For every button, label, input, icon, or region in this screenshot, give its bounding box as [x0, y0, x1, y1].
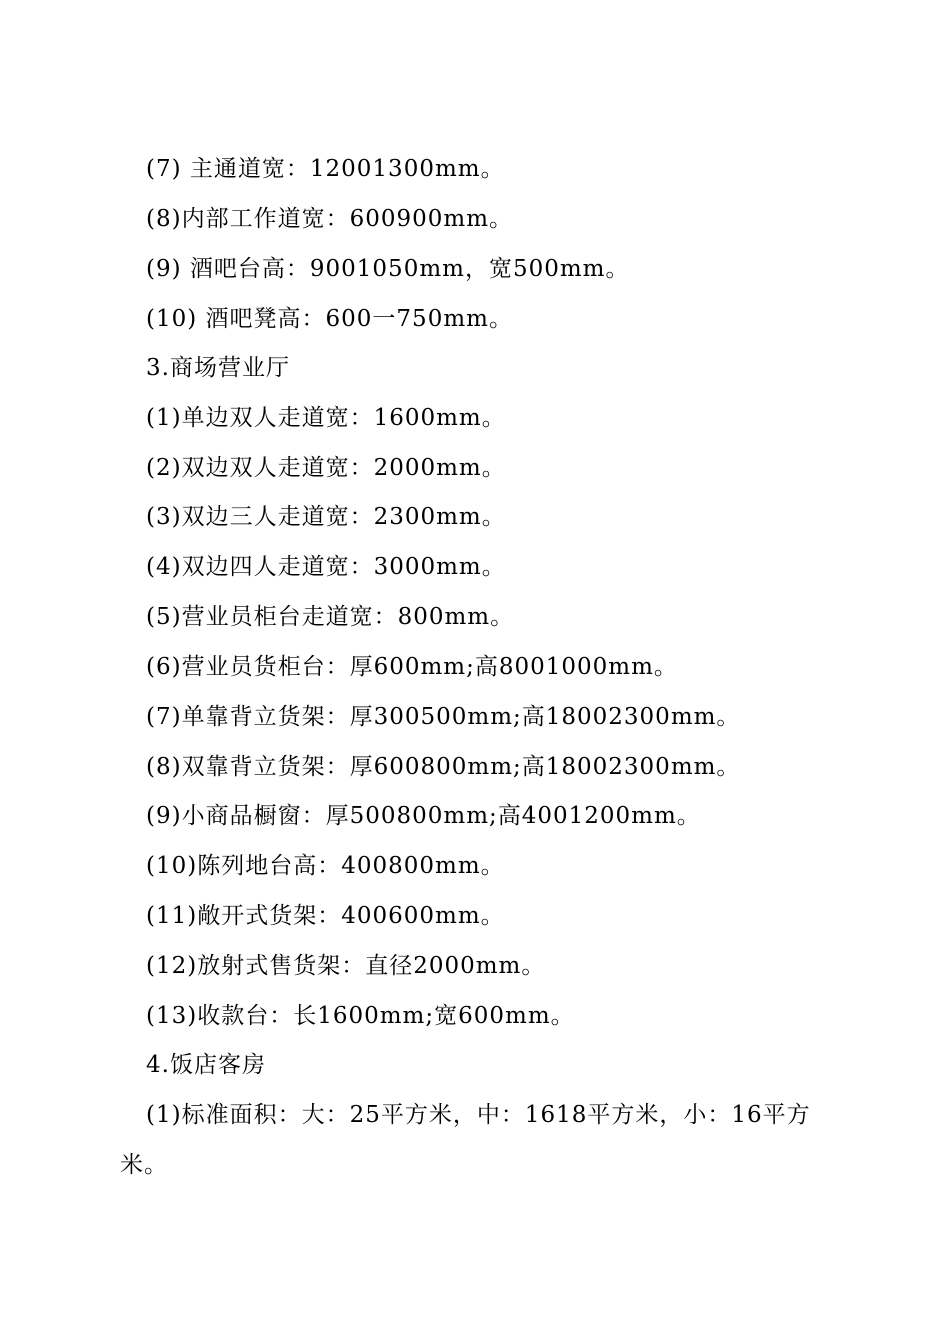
text-line: (6)营业员货柜台：厚600mm;高8001000mm。	[146, 654, 678, 680]
text-line: (10)陈列地台高：400800mm。	[146, 853, 505, 879]
text-line: (4)双边四人走道宽：3000mm。	[146, 554, 506, 580]
text-line: (2)双边双人走道宽：2000mm。	[146, 455, 506, 481]
section-heading: 3.商场营业厅	[146, 355, 290, 381]
text-line: (3)双边三人走道宽：2300mm。	[146, 504, 506, 530]
text-line: (7) 主通道宽：12001300mm。	[146, 156, 505, 182]
text-line: (7)单靠背立货架：厚300500mm;高18002300mm。	[146, 704, 741, 730]
text-line: (11)敞开式货架：400600mm。	[146, 903, 505, 929]
text-line: (12)放射式售货架：直径2000mm。	[146, 953, 546, 979]
text-line: (13)收款台：长1600mm;宽600mm。	[146, 1003, 575, 1029]
text-line: (8)双靠背立货架：厚600800mm;高18002300mm。	[146, 754, 741, 780]
text-line: (8)内部工作道宽：600900mm。	[146, 206, 513, 232]
text-line: (1)单边双人走道宽：1600mm。	[146, 405, 506, 431]
text-line: (10) 酒吧凳高：600一750mm。	[146, 306, 513, 332]
text-line: (9) 酒吧台高：9001050mm，宽500mm。	[146, 256, 630, 282]
text-line-continuation: 米。	[120, 1152, 168, 1178]
text-line: (9)小商品橱窗：厚500800mm;高4001200mm。	[146, 803, 701, 829]
section-heading: 4.饭店客房	[146, 1052, 266, 1078]
text-line: (5)营业员柜台走道宽：800mm。	[146, 604, 515, 630]
text-line: (1)标准面积：大：25平方米，中：1618平方米，小：16平方	[146, 1102, 811, 1128]
